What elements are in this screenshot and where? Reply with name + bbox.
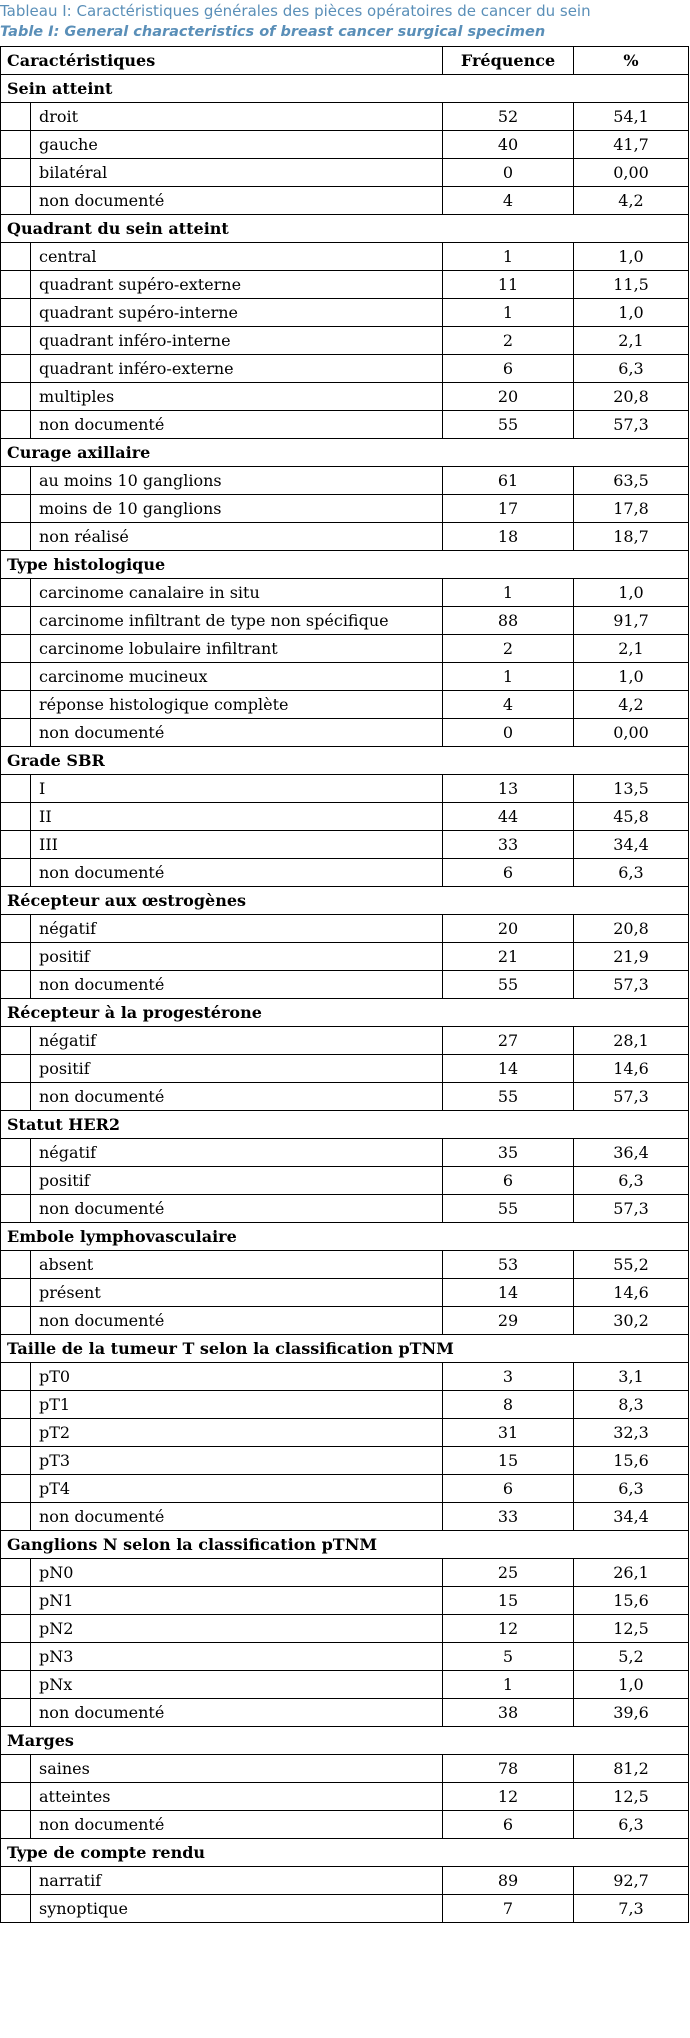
indent-cell <box>1 1363 31 1391</box>
indent-cell <box>1 943 31 971</box>
row-frequency: 6 <box>443 1475 574 1503</box>
row-frequency: 0 <box>443 159 574 187</box>
table-row <box>1 1251 689 1279</box>
row-frequency: 17 <box>443 495 574 523</box>
group-title: Marges <box>1 1727 689 1755</box>
table-row <box>1 607 689 635</box>
row-frequency: 20 <box>443 383 574 411</box>
table-row <box>1 1307 689 1335</box>
row-frequency: 6 <box>443 1167 574 1195</box>
row-percent: 1,0 <box>574 243 689 271</box>
row-label: pN1 <box>31 1587 443 1615</box>
row-frequency: 33 <box>443 1503 574 1531</box>
indent-cell <box>1 187 31 215</box>
row-label: négatif <box>31 915 443 943</box>
row-frequency: 3 <box>443 1363 574 1391</box>
row-percent: 34,4 <box>574 1503 689 1531</box>
row-label: non documenté <box>31 1699 443 1727</box>
indent-cell <box>1 1503 31 1531</box>
row-frequency: 1 <box>443 579 574 607</box>
row-frequency: 7 <box>443 1895 574 1923</box>
row-percent: 26,1 <box>574 1559 689 1587</box>
group-title: Embole lymphovasculaire <box>1 1223 689 1251</box>
row-frequency: 14 <box>443 1279 574 1307</box>
row-percent: 39,6 <box>574 1699 689 1727</box>
indent-cell <box>1 831 31 859</box>
row-frequency: 44 <box>443 803 574 831</box>
row-label: négatif <box>31 1027 443 1055</box>
indent-cell <box>1 1083 31 1111</box>
row-percent: 91,7 <box>574 607 689 635</box>
row-frequency: 2 <box>443 635 574 663</box>
table-caption-en: Table I: General characteristics of breast cancer surgical specimen <box>0 24 546 40</box>
row-frequency: 5 <box>443 1643 574 1671</box>
indent-cell <box>1 1391 31 1419</box>
table-row <box>1 1671 689 1699</box>
row-label: quadrant inféro-externe <box>31 355 443 383</box>
row-frequency: 2 <box>443 327 574 355</box>
row-label: quadrant inféro-interne <box>31 327 443 355</box>
row-label: pT0 <box>31 1363 443 1391</box>
indent-cell <box>1 1699 31 1727</box>
group-title: Statut HER2 <box>1 1111 689 1139</box>
row-frequency: 18 <box>443 523 574 551</box>
indent-cell <box>1 1027 31 1055</box>
row-percent: 14,6 <box>574 1279 689 1307</box>
table-row <box>1 1139 689 1167</box>
indent-cell <box>1 159 31 187</box>
row-label: quadrant supéro-externe <box>31 271 443 299</box>
indent-cell <box>1 1475 31 1503</box>
indent-cell <box>1 1419 31 1447</box>
row-frequency: 88 <box>443 607 574 635</box>
row-frequency: 0 <box>443 719 574 747</box>
row-label: non documenté <box>31 1195 443 1223</box>
row-percent: 57,3 <box>574 1195 689 1223</box>
table-row <box>1 1195 689 1223</box>
row-frequency: 25 <box>443 1559 574 1587</box>
row-label: quadrant supéro-interne <box>31 299 443 327</box>
row-percent: 13,5 <box>574 775 689 803</box>
row-percent: 1,0 <box>574 579 689 607</box>
table-header-row <box>1 47 689 75</box>
row-label: II <box>31 803 443 831</box>
row-label: pN3 <box>31 1643 443 1671</box>
row-percent: 11,5 <box>574 271 689 299</box>
indent-cell <box>1 1587 31 1615</box>
group-row <box>1 747 689 775</box>
indent-cell <box>1 1867 31 1895</box>
row-frequency: 6 <box>443 355 574 383</box>
row-label: gauche <box>31 131 443 159</box>
row-label: carcinome canalaire in situ <box>31 579 443 607</box>
row-percent: 45,8 <box>574 803 689 831</box>
table-body <box>1 75 689 1923</box>
row-percent: 1,0 <box>574 299 689 327</box>
table-row <box>1 103 689 131</box>
table-row <box>1 1503 689 1531</box>
row-frequency: 31 <box>443 1419 574 1447</box>
table-row <box>1 691 689 719</box>
indent-cell <box>1 495 31 523</box>
table-row <box>1 1363 689 1391</box>
row-percent: 4,2 <box>574 691 689 719</box>
table-row <box>1 159 689 187</box>
indent-cell <box>1 859 31 887</box>
row-label: non documenté <box>31 719 443 747</box>
row-label: au moins 10 ganglions <box>31 467 443 495</box>
row-frequency: 89 <box>443 1867 574 1895</box>
row-percent: 28,1 <box>574 1027 689 1055</box>
row-percent: 1,0 <box>574 1671 689 1699</box>
row-label: atteintes <box>31 1783 443 1811</box>
table-row <box>1 1055 689 1083</box>
indent-cell <box>1 1895 31 1923</box>
row-frequency: 1 <box>443 663 574 691</box>
group-title: Récepteur aux œstrogènes <box>1 887 689 915</box>
table-row <box>1 971 689 999</box>
group-row <box>1 439 689 467</box>
row-label: positif <box>31 943 443 971</box>
row-percent: 7,3 <box>574 1895 689 1923</box>
group-title: Sein atteint <box>1 75 689 103</box>
indent-cell <box>1 579 31 607</box>
table-row <box>1 859 689 887</box>
group-row <box>1 1727 689 1755</box>
table-row <box>1 1391 689 1419</box>
indent-cell <box>1 467 31 495</box>
row-percent: 55,2 <box>574 1251 689 1279</box>
row-label: pT1 <box>31 1391 443 1419</box>
indent-cell <box>1 1783 31 1811</box>
table-row <box>1 1587 689 1615</box>
table-row <box>1 187 689 215</box>
indent-cell <box>1 1055 31 1083</box>
row-label: narratif <box>31 1867 443 1895</box>
indent-cell <box>1 971 31 999</box>
table-row <box>1 1615 689 1643</box>
row-label: non documenté <box>31 1083 443 1111</box>
row-label: I <box>31 775 443 803</box>
row-percent: 57,3 <box>574 971 689 999</box>
row-label: pT4 <box>31 1475 443 1503</box>
table-row <box>1 495 689 523</box>
row-label: pN0 <box>31 1559 443 1587</box>
row-percent: 18,7 <box>574 523 689 551</box>
row-label: absent <box>31 1251 443 1279</box>
row-percent: 6,3 <box>574 1167 689 1195</box>
row-frequency: 15 <box>443 1587 574 1615</box>
row-frequency: 55 <box>443 1195 574 1223</box>
header-frequency: Fréquence <box>443 47 574 75</box>
header-characteristics: Caractéristiques <box>1 47 443 75</box>
indent-cell <box>1 1167 31 1195</box>
indent-cell <box>1 775 31 803</box>
row-frequency: 53 <box>443 1251 574 1279</box>
indent-cell <box>1 1307 31 1335</box>
row-percent: 6,3 <box>574 859 689 887</box>
row-label: III <box>31 831 443 859</box>
row-frequency: 21 <box>443 943 574 971</box>
indent-cell <box>1 1195 31 1223</box>
table-row <box>1 327 689 355</box>
row-frequency: 1 <box>443 1671 574 1699</box>
indent-cell <box>1 719 31 747</box>
row-label: réponse histologique complète <box>31 691 443 719</box>
row-percent: 2,1 <box>574 327 689 355</box>
row-label: non documenté <box>31 1307 443 1335</box>
indent-cell <box>1 1447 31 1475</box>
table-row <box>1 635 689 663</box>
header-percent: % <box>574 47 689 75</box>
row-label: carcinome mucineux <box>31 663 443 691</box>
row-label: présent <box>31 1279 443 1307</box>
row-label: pT2 <box>31 1419 443 1447</box>
row-percent: 15,6 <box>574 1447 689 1475</box>
row-frequency: 55 <box>443 411 574 439</box>
table-row <box>1 719 689 747</box>
row-percent: 8,3 <box>574 1391 689 1419</box>
row-percent: 20,8 <box>574 915 689 943</box>
row-percent: 81,2 <box>574 1755 689 1783</box>
row-percent: 4,2 <box>574 187 689 215</box>
row-label: non documenté <box>31 187 443 215</box>
table-row <box>1 1643 689 1671</box>
row-frequency: 35 <box>443 1139 574 1167</box>
indent-cell <box>1 1559 31 1587</box>
row-percent: 17,8 <box>574 495 689 523</box>
row-percent: 5,2 <box>574 1643 689 1671</box>
indent-cell <box>1 1811 31 1839</box>
row-frequency: 1 <box>443 299 574 327</box>
row-percent: 14,6 <box>574 1055 689 1083</box>
indent-cell <box>1 327 31 355</box>
row-percent: 12,5 <box>574 1615 689 1643</box>
group-row <box>1 1111 689 1139</box>
table-row <box>1 1419 689 1447</box>
table-row <box>1 943 689 971</box>
row-percent: 34,4 <box>574 831 689 859</box>
row-frequency: 20 <box>443 915 574 943</box>
row-frequency: 78 <box>443 1755 574 1783</box>
table-row <box>1 775 689 803</box>
indent-cell <box>1 663 31 691</box>
table-row <box>1 1755 689 1783</box>
table-row <box>1 1895 689 1923</box>
indent-cell <box>1 1643 31 1671</box>
row-percent: 36,4 <box>574 1139 689 1167</box>
row-frequency: 11 <box>443 271 574 299</box>
group-row <box>1 999 689 1027</box>
table-caption-fr: Tableau I: Caractéristiques générales des pièces opératoires de cancer du sein <box>0 2 591 20</box>
table-row <box>1 1867 689 1895</box>
row-percent: 6,3 <box>574 1475 689 1503</box>
row-percent: 6,3 <box>574 1811 689 1839</box>
row-label: synoptique <box>31 1895 443 1923</box>
indent-cell <box>1 131 31 159</box>
group-row <box>1 551 689 579</box>
table-row <box>1 1475 689 1503</box>
row-frequency: 52 <box>443 103 574 131</box>
table-row <box>1 1083 689 1111</box>
row-percent: 63,5 <box>574 467 689 495</box>
row-frequency: 33 <box>443 831 574 859</box>
table-row <box>1 523 689 551</box>
group-row <box>1 75 689 103</box>
group-row <box>1 887 689 915</box>
indent-cell <box>1 1279 31 1307</box>
row-frequency: 4 <box>443 187 574 215</box>
group-title: Quadrant du sein atteint <box>1 215 689 243</box>
indent-cell <box>1 635 31 663</box>
row-label: moins de 10 ganglions <box>31 495 443 523</box>
row-label: multiples <box>31 383 443 411</box>
indent-cell <box>1 607 31 635</box>
row-frequency: 27 <box>443 1027 574 1055</box>
row-percent: 41,7 <box>574 131 689 159</box>
indent-cell <box>1 1671 31 1699</box>
group-row <box>1 1531 689 1559</box>
table-row <box>1 1279 689 1307</box>
row-label: positif <box>31 1055 443 1083</box>
row-label: non documenté <box>31 411 443 439</box>
table-row <box>1 915 689 943</box>
indent-cell <box>1 411 31 439</box>
row-frequency: 1 <box>443 243 574 271</box>
table-row <box>1 579 689 607</box>
group-title: Ganglions N selon la classification pTNM <box>1 1531 689 1559</box>
row-percent: 6,3 <box>574 355 689 383</box>
table-row <box>1 243 689 271</box>
row-percent: 20,8 <box>574 383 689 411</box>
characteristics-table <box>0 46 689 1923</box>
row-frequency: 13 <box>443 775 574 803</box>
row-percent: 0,00 <box>574 159 689 187</box>
row-frequency: 14 <box>443 1055 574 1083</box>
indent-cell <box>1 523 31 551</box>
row-label: non documenté <box>31 971 443 999</box>
row-label: non documenté <box>31 1503 443 1531</box>
row-frequency: 12 <box>443 1615 574 1643</box>
row-frequency: 6 <box>443 859 574 887</box>
row-percent: 1,0 <box>574 663 689 691</box>
row-label: pNx <box>31 1671 443 1699</box>
row-percent: 12,5 <box>574 1783 689 1811</box>
row-frequency: 6 <box>443 1811 574 1839</box>
row-percent: 92,7 <box>574 1867 689 1895</box>
table-row <box>1 1447 689 1475</box>
group-title: Taille de la tumeur T selon la classification pTNM <box>1 1335 689 1363</box>
indent-cell <box>1 1755 31 1783</box>
indent-cell <box>1 915 31 943</box>
row-percent: 54,1 <box>574 103 689 131</box>
table-row <box>1 299 689 327</box>
row-frequency: 38 <box>443 1699 574 1727</box>
row-frequency: 15 <box>443 1447 574 1475</box>
row-label: non documenté <box>31 1811 443 1839</box>
table-row <box>1 1559 689 1587</box>
row-percent: 32,3 <box>574 1419 689 1447</box>
group-title: Type histologique <box>1 551 689 579</box>
indent-cell <box>1 1251 31 1279</box>
group-row <box>1 1223 689 1251</box>
row-percent: 3,1 <box>574 1363 689 1391</box>
indent-cell <box>1 103 31 131</box>
row-percent: 0,00 <box>574 719 689 747</box>
row-frequency: 55 <box>443 971 574 999</box>
table-row <box>1 383 689 411</box>
table-row <box>1 131 689 159</box>
table-row <box>1 355 689 383</box>
row-label: non réalisé <box>31 523 443 551</box>
row-label: positif <box>31 1167 443 1195</box>
row-percent: 15,6 <box>574 1587 689 1615</box>
row-label: saines <box>31 1755 443 1783</box>
row-frequency: 29 <box>443 1307 574 1335</box>
group-row <box>1 1335 689 1363</box>
row-label: pT3 <box>31 1447 443 1475</box>
row-label: carcinome infiltrant de type non spécifique <box>31 607 443 635</box>
row-frequency: 61 <box>443 467 574 495</box>
row-frequency: 8 <box>443 1391 574 1419</box>
indent-cell <box>1 1139 31 1167</box>
row-percent: 21,9 <box>574 943 689 971</box>
row-label: central <box>31 243 443 271</box>
group-title: Récepteur à la progestérone <box>1 999 689 1027</box>
table-row <box>1 1167 689 1195</box>
row-frequency: 55 <box>443 1083 574 1111</box>
row-label: carcinome lobulaire infiltrant <box>31 635 443 663</box>
group-title: Type de compte rendu <box>1 1839 689 1867</box>
indent-cell <box>1 803 31 831</box>
indent-cell <box>1 691 31 719</box>
table-row <box>1 467 689 495</box>
group-row <box>1 1839 689 1867</box>
table-row <box>1 1783 689 1811</box>
row-label: droit <box>31 103 443 131</box>
row-label: bilatéral <box>31 159 443 187</box>
indent-cell <box>1 1615 31 1643</box>
row-percent: 2,1 <box>574 635 689 663</box>
table-row <box>1 1699 689 1727</box>
indent-cell <box>1 299 31 327</box>
row-percent: 30,2 <box>574 1307 689 1335</box>
table-row <box>1 831 689 859</box>
table-row <box>1 1027 689 1055</box>
row-frequency: 12 <box>443 1783 574 1811</box>
table-row <box>1 803 689 831</box>
row-frequency: 40 <box>443 131 574 159</box>
indent-cell <box>1 383 31 411</box>
group-row <box>1 215 689 243</box>
table-row <box>1 271 689 299</box>
group-title: Curage axillaire <box>1 439 689 467</box>
row-label: non documenté <box>31 859 443 887</box>
group-title: Grade SBR <box>1 747 689 775</box>
indent-cell <box>1 243 31 271</box>
row-frequency: 4 <box>443 691 574 719</box>
row-label: pN2 <box>31 1615 443 1643</box>
table-row <box>1 411 689 439</box>
indent-cell <box>1 355 31 383</box>
indent-cell <box>1 271 31 299</box>
row-label: négatif <box>31 1139 443 1167</box>
row-percent: 57,3 <box>574 1083 689 1111</box>
table-row <box>1 663 689 691</box>
table-row <box>1 1811 689 1839</box>
row-percent: 57,3 <box>574 411 689 439</box>
